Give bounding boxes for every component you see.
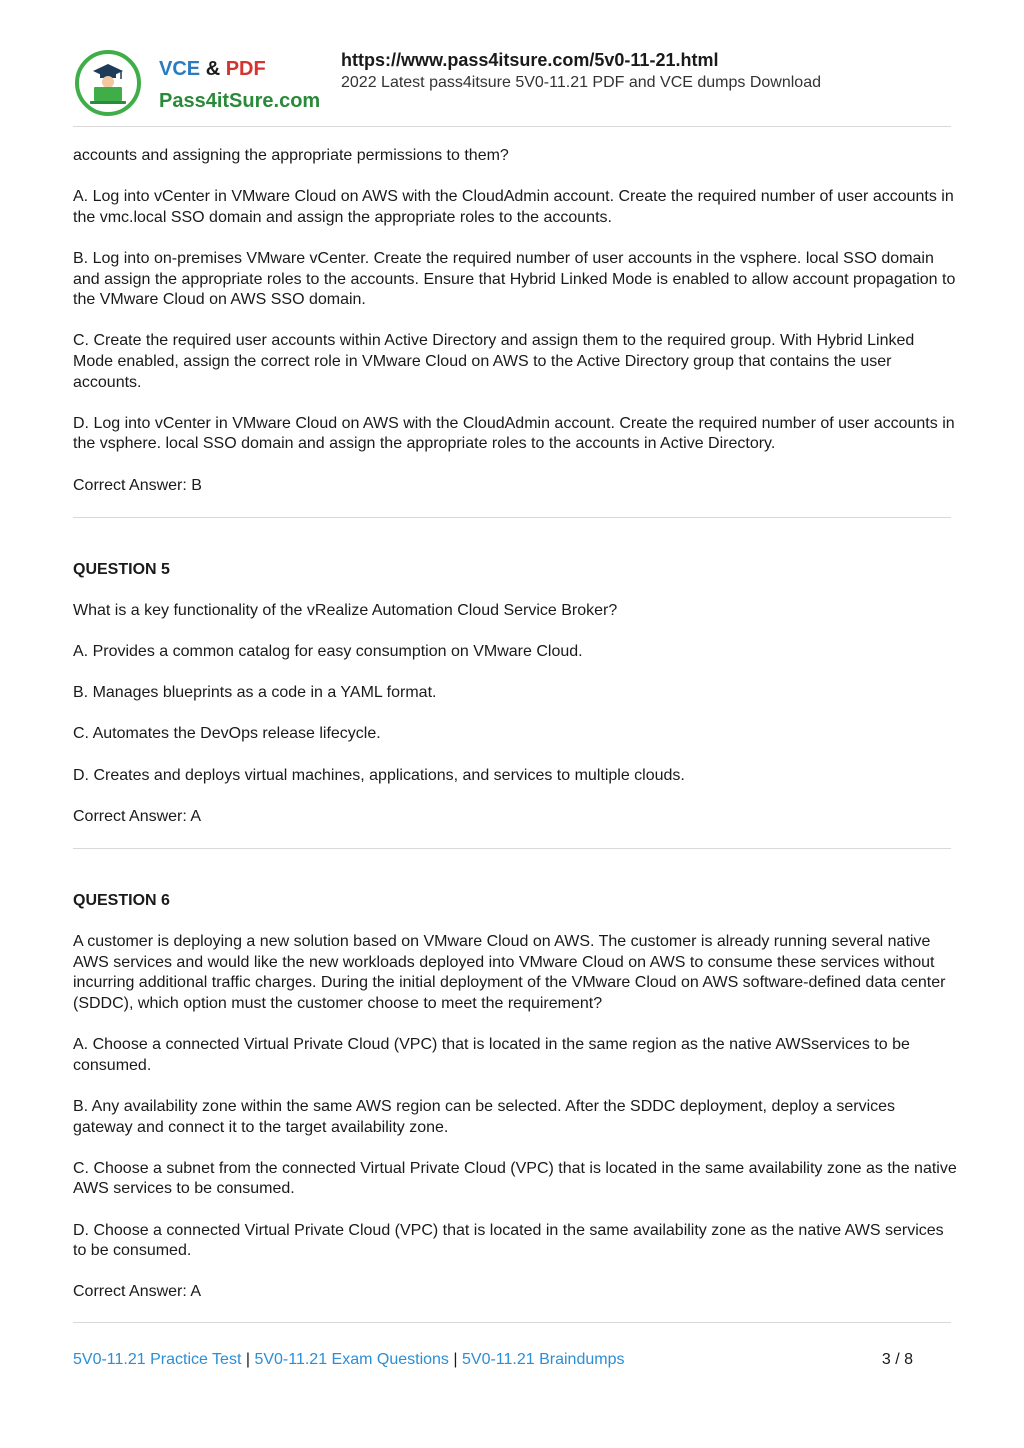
question6-option-b: B. Any availability zone within the same AWS region can be selected. After the SDDC deployment, deploy a services gateway and connect it to the target availability zone.: [73, 1097, 896, 1136]
logo-title: [159, 58, 266, 81]
question5-answer: Correct Answer: A: [73, 807, 202, 825]
question6-title: QUESTION 6: [73, 892, 170, 909]
question5-title: QUESTION 5: [73, 560, 170, 578]
header-url[interactable]: https://www.pass4itsure.com/5v0-11-21.html: [341, 50, 719, 70]
graduate-laptop-icon: [75, 50, 141, 116]
question6-option-c: C. Choose a subnet from the connected Virtual Private Cloud (VPC) that is located in the same availability zone as the native AWS services to be consumed.: [73, 1159, 957, 1198]
header-subtitle: 2022 Latest pass4itsure 5V0-11.21 PDF and VCE dumps Download: [341, 74, 821, 91]
question5-option-c: C. Automates the DevOps release lifecycle.: [73, 725, 381, 743]
question4-option-c: C. Create the required user accounts within Active Directory and assign them to the required group. With Hybrid Linked Mode enabled, assign the correct role in VMware Cloud on AWS to the Active Directory group that contains the user accounts.: [73, 332, 915, 391]
footer-link-braindumps[interactable]: 5V0-11.21 Braindumps: [462, 1351, 625, 1368]
footer-separator: |: [453, 1351, 458, 1368]
question6-option-d: D. Choose a connected Virtual Private Cloud (VPC) that is located in the same availability zone as the native AWS services to be consumed.: [73, 1221, 944, 1260]
logo-pdf-text: PDF: [225, 58, 266, 80]
question4-option-a: A. Log into vCenter in VMware Cloud on AWS with the CloudAdmin account. Create the required number of user accounts in the vmc.local SSO domain and assign the appropriate roles to the accounts.: [73, 188, 954, 226]
footer-link-exam-questions[interactable]: 5V0-11.21 Exam Questions: [254, 1351, 449, 1368]
page-number: 3 / 8: [881, 1351, 913, 1368]
logo-vce-text: VCE: [159, 58, 201, 80]
question6-answer: Correct Answer: A: [73, 1283, 202, 1301]
header-divider: [73, 126, 951, 127]
page-header: [73, 40, 951, 126]
question6-text: A customer is deploying a new solution based on VMware Cloud on AWS. The customer is already running several native AWS services and would like the new workloads deployed into VMware Cloud on AWS to consume these services without incurring additional traffic charges. During the initial deployment of the VMware Cloud on AWS software-defined data center (SDDC), which option must the customer choose to meet the requirement?: [73, 933, 946, 1012]
question4-answer: Correct Answer: B: [73, 476, 202, 494]
question5-option-b: B. Manages blueprints as a code in a YAML format.: [73, 684, 437, 702]
question4-continuation: accounts and assigning the appropriate permissions to them?: [73, 147, 509, 164]
page-content: [73, 146, 957, 1323]
question5-option-d: D. Creates and deploys virtual machines, applications, and services to multiple clouds.: [73, 766, 685, 784]
logo-site-name: Pass4itSure.com: [159, 90, 321, 112]
question5-text: What is a key functionality of the vRealize Automation Cloud Service Broker?: [73, 601, 618, 619]
question4-option-d: D. Log into vCenter in VMware Cloud on AWS with the CloudAdmin account. Create the required number of user accounts in the vsphere. local SSO domain and assign the appropriate roles to the accounts in Active Directory.: [73, 414, 955, 453]
footer-divider: [73, 1322, 951, 1323]
logo-amp-text: &: [205, 58, 221, 80]
site-logo[interactable]: [73, 46, 323, 122]
question6-option-a: A. Choose a connected Virtual Private Cloud (VPC) that is located in the same region as the native AWSservices to be consumed.: [73, 1036, 910, 1074]
question4-option-b: B. Log into on-premises VMware vCenter. Create the required number of user accounts in the vsphere. local SSO domain and assign the appropriate roles to the accounts. Ensure that Hybrid Linked Mode is enabled to allow account propagation to the VMware Cloud on AWS SSO domain.: [73, 249, 956, 309]
footer-link-practice-test[interactable]: 5V0-11.21 Practice Test: [73, 1351, 242, 1368]
footer-separator: |: [245, 1351, 250, 1368]
question5-option-a: A. Provides a common catalog for easy consumption on VMware Cloud.: [73, 643, 583, 661]
page-footer: [73, 1351, 913, 1369]
